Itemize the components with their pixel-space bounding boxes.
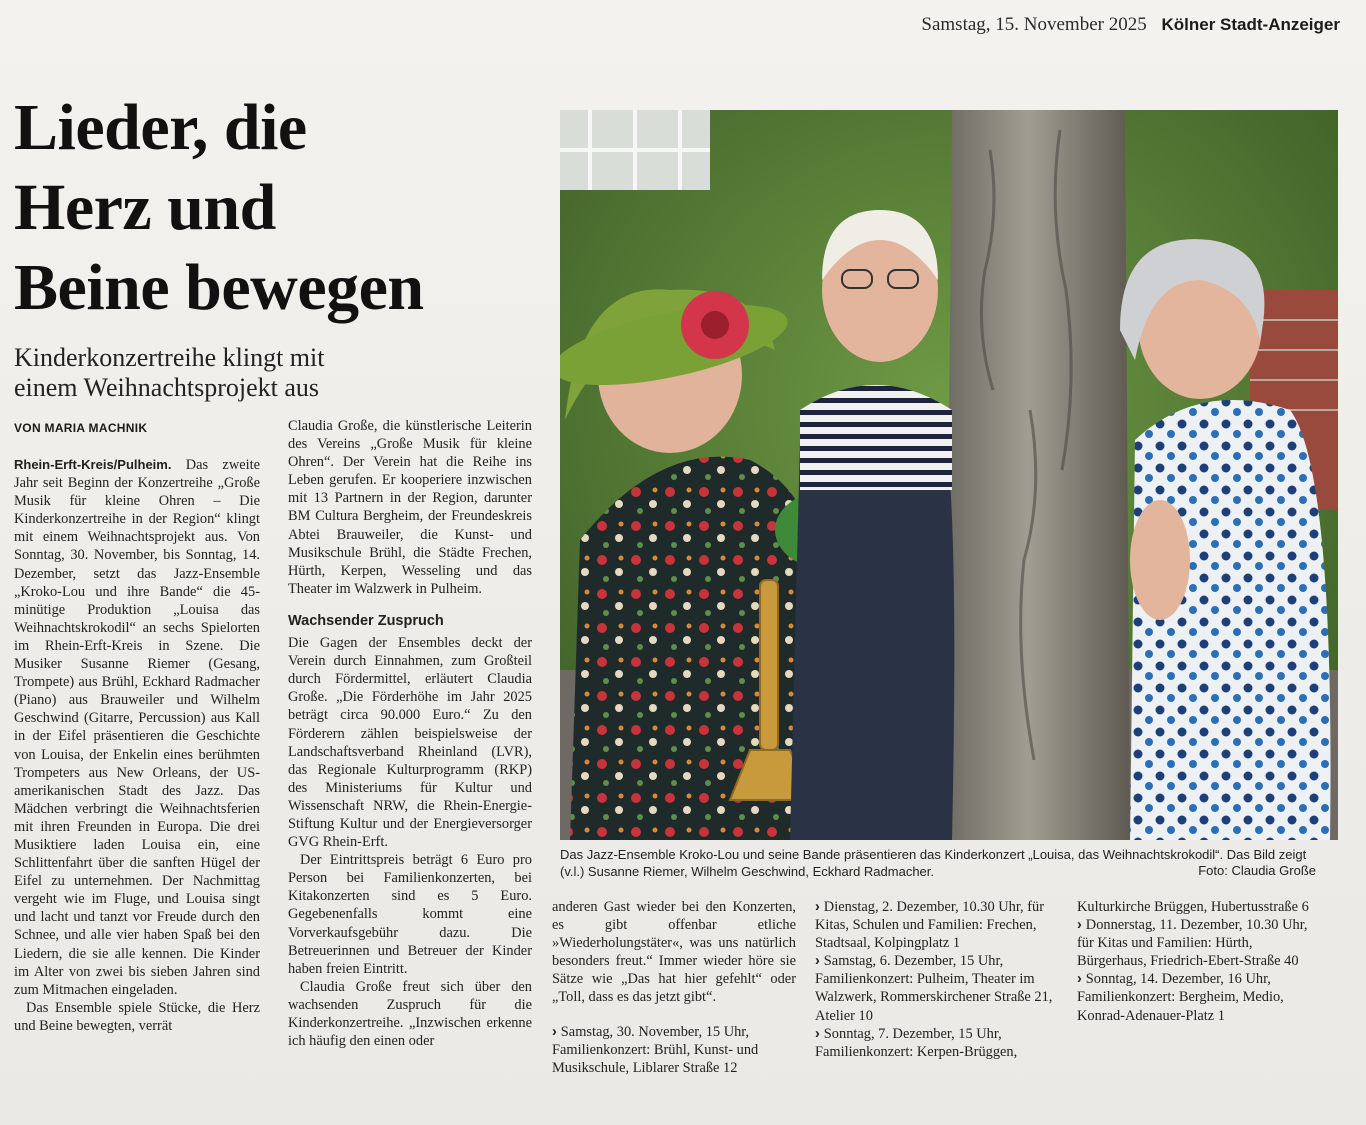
event-text: Samstag, 6. Dezember, 15 Uhr, Familienkonzert: Pulheim, Theater im Walzwerk, Rommerskirchener Straße 21, Atelier 10 — [815, 953, 1053, 1024]
article-paragraph: Claudia Große freut sich über den wachsenden Zuspruch für die Kinderkonzertreihe. „Inzwischen erkenne ich häufig den einen oder — [288, 978, 532, 1050]
chevron-right-icon: › — [1077, 917, 1082, 934]
headline-line: Herz und — [14, 171, 276, 244]
photo-illustration — [560, 110, 1338, 840]
event-text: Donnerstag, 11. Dezember, 10.30 Uhr, für Kitas und Familien: Hürth, Bürgerhaus, Friedrich-Ebert-Straße 40 — [1077, 917, 1308, 970]
headline-line: Beine bewegen — [14, 251, 424, 324]
event-item-continued: Kulturkirche Brüggen, Hubertusstraße 6 — [1077, 899, 1309, 915]
chevron-right-icon: › — [815, 953, 820, 970]
event-item — [815, 898, 1059, 952]
event-item — [552, 1023, 796, 1077]
article-column-3 — [552, 898, 796, 1077]
subheadline — [14, 343, 534, 403]
event-text: Samstag, 30. November, 15 Uhr, Familienkonzert: Brühl, Kunst- und Musikschule, Liblarer Straße 12 — [552, 1023, 759, 1076]
event-item — [815, 952, 1059, 1024]
article-paragraph: Claudia Große, die künstlerische Leiterin des Vereins „Große Musik für kleine Ohren“. Der Verein hat die Reihe ins Leben gerufen. Er kooperiere inzwischen mit 13 Partnern in der Region, darunter BM Cultura Bergheim, der Freundeskreis Abtei Brauweiler, die Kunst- und Musikschule Brühl, die Städte Frechen, Hürth, Kerpen, Wesseling und das Theater im Walzwerk in Pulheim. — [288, 418, 532, 597]
masthead — [921, 14, 1340, 36]
section-subheading: Wachsender Zuspruch — [288, 612, 444, 629]
event-text: Dienstag, 2. Dezember, 10.30 Uhr, für Kitas, Schulen und Familien: Frechen, Stadtsaal, Kolpingplatz 1 — [815, 899, 1045, 952]
byline: VON MARIA MACHNIK — [14, 421, 148, 435]
event-item — [815, 1025, 1059, 1061]
chevron-right-icon: › — [1077, 971, 1082, 988]
article-photo — [560, 110, 1338, 840]
paragraph-text: Das zweite Jahr seit Beginn der Konzertreihe „Große Musik für kleine Ohren – Die Kinderkonzertreihe in der Region“ klingt mit einem Weihnachtsprojekt aus. Von Sonntag, 30. November, bis Sonntag, 14. Dezember, setzt das Jazz-Ensemble „Kroko-Lou und ihre Bande“ die 45-minütige Produktion „Louisa das Weihnachtskrokodil“ an sechs Spielorten im Rhein-Erft-Kreis in Szene. Die Musiker Susanne Riemer (Gesang, Trompete) aus Brühl, Eckhard Radmacher (Piano) aus Brauweiler und Wilhelm Geschwind (Gitarre, Percussion) aus Kall in der Eifel präsentieren die Geschichte von Louisa, der Enkelin eines berühmten Trompeters aus New Orleans, der US-amerikanischen Stadt des Jazz. Das Mädchen verbringt die Weihnachtsferien mit ihren Freunden in Europa. Die drei Musiktiere laden Louisa ein, eine Schlittenfahrt über die sanften Hügel der Eifel zu unternehmen. Der Nachmittag vergeht wie im Fluge, und Louisa singt und lacht und tanzt vor Freude durch den Schnee, und alle vier haben Spaß bei den Liedern, die sie alle kennen. Die Kinder im Alter von zwei bis sieben Jahren sind zum Mitmachen eingeladen. — [14, 457, 260, 998]
newspaper-name: Kölner Stadt-Anzeiger — [1161, 15, 1340, 34]
headline — [14, 88, 534, 328]
photo-caption: Das Jazz-Ensemble Kroko-Lou und seine Bande präsentieren das Kinderkonzert „Louisa, das Weihnachtskrokodil“. Das Bild zeigt (v.l.) Susanne Riemer, Wilhelm Geschwind, Eckhard Radmacher. — [560, 847, 1307, 879]
chevron-right-icon: › — [815, 899, 820, 915]
headline-line: Lieder, die — [14, 91, 307, 164]
article-paragraph — [14, 456, 260, 999]
event-column-2 — [1077, 898, 1321, 1025]
article-column-2 — [288, 417, 532, 1050]
subheadline-line: Kinderkonzertreihe klingt mit — [14, 343, 325, 372]
chevron-right-icon: › — [552, 1023, 557, 1040]
article-paragraph: anderen Gast wieder bei den Konzerten, es gibt offenbar etliche »Wiederholungstäter«, was uns natürlich besonders freut.“ Immer wieder höre sie Sätze wie „Das hat hier gefehlt“ oder „Toll, dass es das jetzt gibt“. — [552, 899, 796, 1006]
photo-credit: Foto: Claudia Große — [1198, 863, 1316, 878]
article-paragraph: Der Eintrittspreis beträgt 6 Euro pro Person bei Familienkonzerten, bei Kitakonzerten sind es 5 Euro. Gegebenenfalls kommt eine Vorverkaufsgebühr dazu. Die Betreuerinnen und Betreuer der Kinder haben freien Eintritt. — [288, 852, 532, 977]
article-paragraph: Die Gagen der Ensembles deckt der Verein durch Einnahmen, zum Großteil durch Fördermittel, erläutert Claudia Große. „Die Förderhöhe im Jahr 2025 beträgt circa 90.000 Euro.“ Zu den Förderern zählen beispielsweise der Landschaftsverband Rheinland (LVR), das Regionale Kulturprogramm (RKP) des Ministeriums für Kultur und Wissenschaft NRW, die Rhein-Energie-Stiftung Kultur und der Energieversorger GVG Rhein-Erft. — [288, 635, 532, 851]
subheadline-line: einem Weihnachtsprojekt aus — [14, 373, 320, 402]
article-paragraph: Das Ensemble spiele Stücke, die Herz und Beine bewegten, verrät — [14, 999, 260, 1034]
event-text: Sonntag, 7. Dezember, 15 Uhr, Familienkonzert: Kerpen-Brüggen, — [815, 1025, 1018, 1060]
issue-date: Samstag, 15. November 2025 — [921, 14, 1147, 35]
event-text: Sonntag, 14. Dezember, 16 Uhr, Familienkonzert: Bergheim, Medio, Konrad-Adenauer-Platz 1 — [1077, 971, 1284, 1024]
event-item — [1077, 970, 1321, 1024]
event-item — [1077, 916, 1321, 970]
chevron-right-icon: › — [815, 1025, 820, 1042]
dateline: Rhein-Erft-Kreis/Pulheim. — [14, 457, 172, 472]
event-column-1 — [815, 898, 1059, 1061]
article-column-1 — [14, 456, 260, 1035]
